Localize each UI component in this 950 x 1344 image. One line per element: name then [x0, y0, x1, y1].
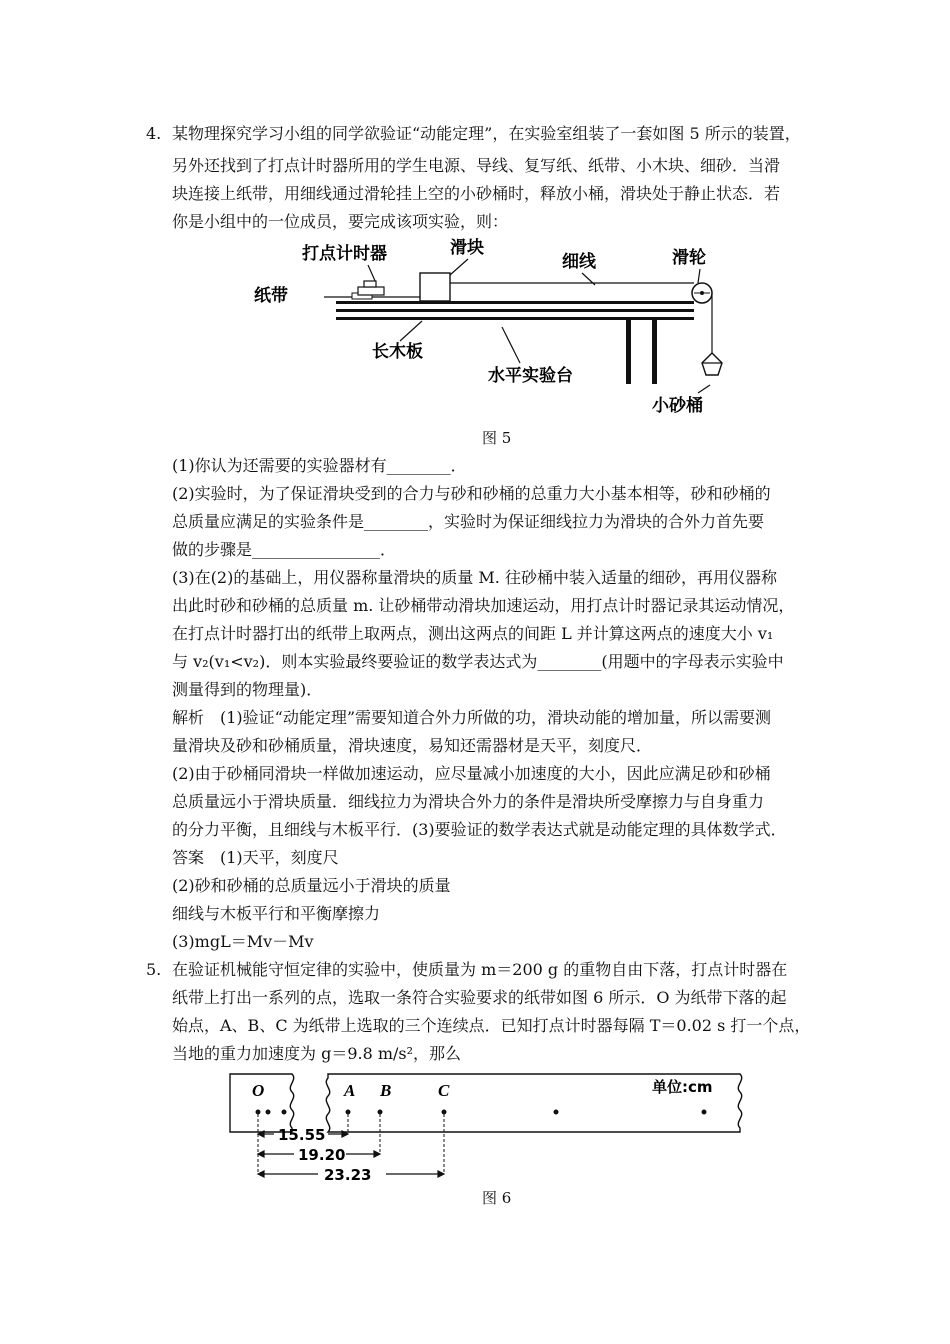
q4-analysis-line-4: 总质量远小于滑块质量．细线拉力为滑块合外力的条件是滑块所受摩擦力与自身重力	[172, 792, 765, 811]
q4-sub3-line-2: 出此时砂和砂桶的总质量 m. 让砂桶带动滑块加速运动，用打点计时器记录其运动情况，	[172, 596, 795, 615]
label-bucket: 小砂桶	[652, 396, 703, 416]
q4-analysis-line-1: 解析 (1)验证“动能定理”需要知道合外力所做的功，滑块动能的增加量，所以需要测	[172, 708, 772, 727]
dim-OA: 15.55	[278, 1126, 326, 1144]
q5-stem-line-2: 纸带上打出一系列的点，选取一条符合实验要求的纸带如图 6 所示．O 为纸带下落的起	[172, 988, 787, 1007]
q4-sub2-line-1: (2)实验时，为了保证滑块受到的合力与砂和砂桶的总重力大小基本相等，砂和砂桶的	[172, 484, 771, 503]
label-timer: 打点计时器	[302, 244, 387, 264]
figure-6-paper-tape	[220, 1070, 780, 1180]
q4-stem-line-1: 某物理探究学习小组的同学欲验证“动能定理”，在实验室组装了一套如图 5 所示的装置，	[172, 124, 801, 143]
q5-stem-line-3: 始点，A、B、C 为纸带上选取的三个连续点．已知打点计时器每隔 T＝0.02 s 打一个点，	[172, 1016, 811, 1035]
q4-sub3-line-3: 在打点计时器打出的纸带上取两点，测出这两点的间距 L 并计算这两点的速度大小 v₁	[172, 624, 774, 643]
q4-analysis-line-3: (2)由于砂桶同滑块一样做加速运动，应尽量减小加速度的大小，因此应满足砂和砂桶	[172, 764, 771, 783]
q4-stem-line-2: 另外还找到了打点计时器所用的学生电源、导线、复写纸、纸带、小木块、细砂．当滑	[172, 156, 781, 175]
q4-sub1: (1)你认为还需要的实验器材有________．	[172, 456, 467, 475]
point-label-B: B	[380, 1081, 392, 1100]
dim-OB: 19.20	[298, 1146, 346, 1164]
label-tape: 纸带	[254, 286, 288, 306]
q4-sub3-line-1: (3)在(2)的基础上，用仪器称量滑块的质量 M. 往砂桶中装入适量的细砂，再用仪器称	[172, 568, 777, 587]
dot-A	[346, 1110, 351, 1115]
figure-5-apparatus	[240, 235, 800, 425]
q4-answer-line-3: 细线与木板平行和平衡摩擦力	[172, 904, 381, 923]
q4-sub2-line-2: 总质量应满足的实验条件是________，实验时为保证细线拉力为滑块的合外力首先要	[172, 512, 765, 531]
point-label-A: A	[344, 1081, 356, 1100]
q4-sub3-line-4: 与 v₂(v₁<v₂)．则本实验最终要验证的数学表达式为________(用题中的字母表示实验中	[172, 652, 784, 671]
dim-OC: 23.23	[324, 1166, 372, 1180]
label-slider: 滑块	[450, 238, 484, 258]
q4-sub3-line-5: 测量得到的物理量)．	[172, 680, 323, 699]
q5-stem-line-1: 在验证机械能守恒定律的实验中，使质量为 m＝200 g 的重物自由下落，打点计时器在	[172, 960, 788, 979]
q4-sub2-line-3: 做的步骤是________________．	[172, 540, 397, 559]
dot-B	[378, 1110, 383, 1115]
q4-stem-line-3: 块连接上纸带，用细线通过滑轮挂上空的小砂桶时，释放小桶，滑块处于静止状态．若	[172, 184, 781, 203]
figure-6-caption: 图 6	[482, 1189, 512, 1207]
point-label-C: C	[438, 1081, 450, 1100]
question-5-number: 5.	[146, 960, 162, 979]
label-string: 细线	[562, 252, 596, 272]
figure-5-caption: 图 5	[482, 429, 512, 447]
q4-answer-line-4: (3)mgL＝Mv－Mv	[172, 932, 314, 951]
label-pulley: 滑轮	[672, 248, 706, 268]
q5-stem-line-4: 当地的重力加速度为 g＝9.8 m/s²，那么	[172, 1044, 462, 1063]
q4-answer-line-1: 答案 (1)天平，刻度尺	[172, 848, 339, 867]
dot-2	[266, 1110, 271, 1115]
dot-C	[442, 1110, 447, 1115]
point-label-O: O	[252, 1081, 265, 1100]
dot-3	[282, 1110, 287, 1115]
q4-answer-line-2: (2)砂和砂桶的总质量远小于滑块的质量	[172, 876, 451, 895]
label-board: 长木板	[372, 342, 423, 362]
dot-far	[702, 1110, 707, 1115]
unit-label: 单位:cm	[652, 1078, 713, 1096]
label-table: 水平实验台	[488, 366, 573, 386]
dot-after-C	[554, 1110, 559, 1115]
q4-analysis-line-2: 量滑块及砂和砂桶质量，滑块速度，易知还需器材是天平，刻度尺．	[172, 736, 653, 755]
q4-analysis-line-5: 的分力平衡，且细线与木板平行．(3)要验证的数学表达式就是动能定理的具体数学式．	[172, 820, 787, 839]
q4-stem-line-4: 你是小组中的一位成员，要完成该项实验，则：	[172, 212, 509, 231]
question-4-number: 4.	[146, 124, 162, 143]
dot-O	[256, 1110, 261, 1115]
